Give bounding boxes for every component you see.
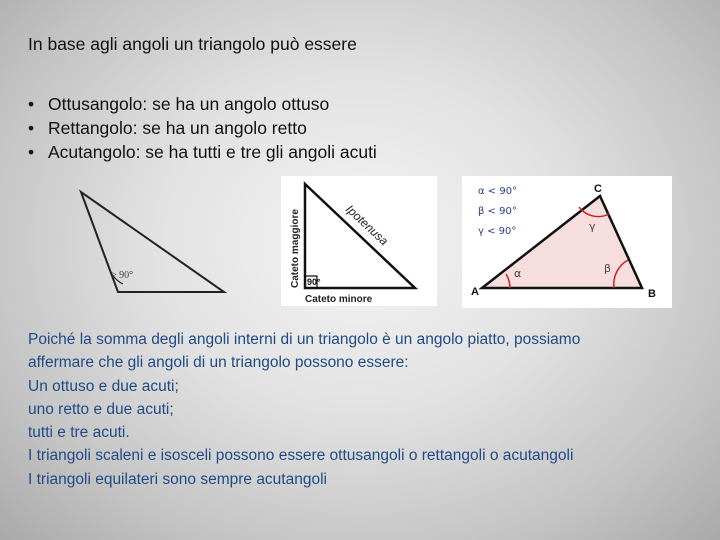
hypotenuse-label: Ipotenusa	[342, 201, 392, 249]
intro-heading: In base agli angoli un triangolo può essere	[28, 34, 357, 54]
acute-triangle-figure	[462, 176, 672, 308]
bullet-acute: • Acutangolo: se ha tutti e tre gli angoli acuti	[28, 140, 377, 164]
gamma-label: γ	[589, 220, 596, 233]
conclusion-line: affermare che gli angoli di un triangolo possono essere:	[28, 354, 409, 372]
vertex-a-label: A	[471, 286, 479, 298]
right-triangle-drawing	[281, 176, 437, 306]
vertex-c-label: C	[594, 183, 602, 195]
acute-triangle-drawing	[462, 176, 672, 308]
obtuse-angle-label: > 90°	[111, 270, 134, 281]
beta-label: β	[604, 262, 612, 275]
vertex-b-label: B	[648, 288, 656, 300]
obtuse-triangle-figure	[78, 186, 228, 296]
conclusion-line: uno retto e due acuti;	[28, 400, 174, 418]
bullet-obtuse: • Ottusangolo: se ha un angolo ottuso	[28, 92, 377, 116]
legend-beta: β < 90°	[478, 206, 517, 217]
conclusion-line: Un ottuso e due acuti;	[28, 377, 179, 395]
right-angle-label: 90°	[307, 277, 321, 287]
legend-alpha: α < 90°	[478, 186, 518, 197]
legend-gamma: γ < 90°	[478, 226, 517, 237]
short-leg-label: Cateto minore	[305, 294, 373, 305]
alpha-label: α	[514, 267, 522, 280]
conclusion-line: I triangoli equilateri sono sempre acutangoli	[28, 470, 327, 488]
long-leg-label: Cateto maggiore	[290, 209, 301, 288]
bullet-right: • Rettangolo: se ha un angolo retto	[28, 116, 377, 140]
conclusion-line: Poiché la somma degli angoli interni di un triangolo è un angolo piatto, possiamo	[28, 331, 581, 348]
right-triangle-shape	[305, 184, 415, 288]
obtuse-triangle-drawing	[78, 186, 228, 296]
right-triangle-figure	[281, 176, 437, 306]
conclusion-text	[28, 328, 580, 491]
obtuse-triangle-shape	[81, 192, 224, 292]
conclusion-line: tutti e tre acuti.	[28, 424, 130, 442]
triangle-types-list	[28, 92, 377, 164]
conclusion-line: I triangoli scaleni e isosceli possono essere ottusangoli o rettangoli o acutangoli	[28, 447, 574, 465]
